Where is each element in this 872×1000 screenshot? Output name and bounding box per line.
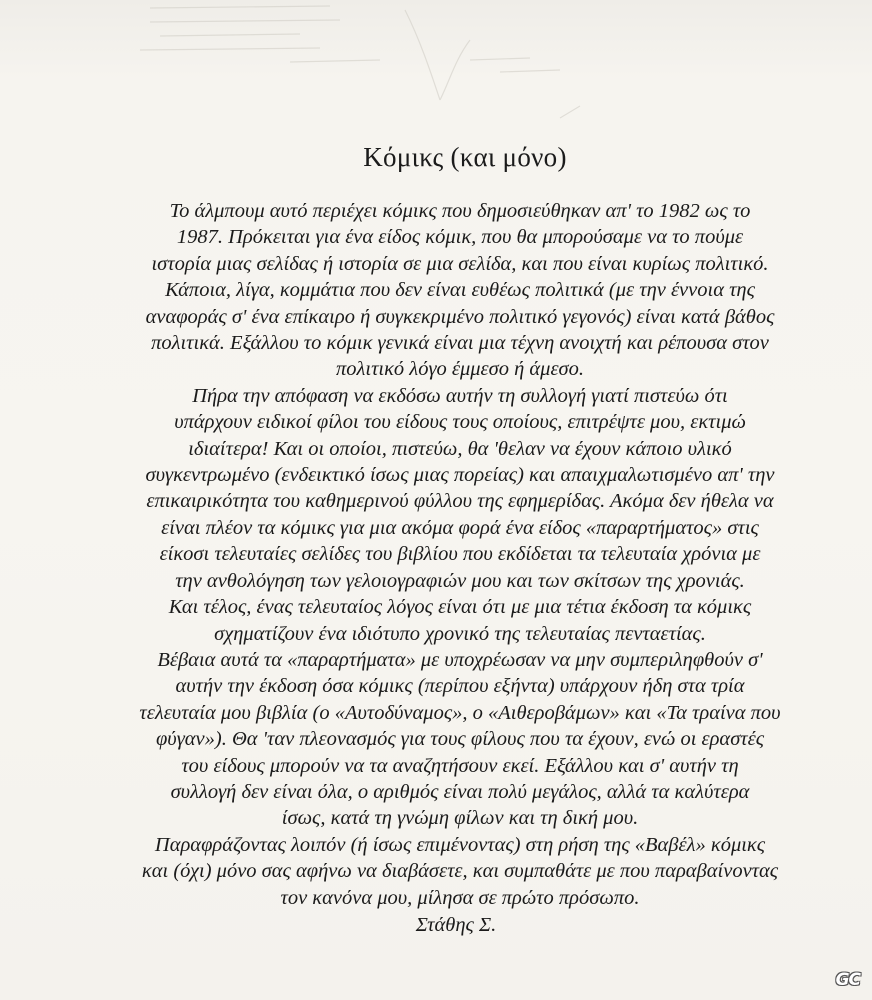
text-line: και (όχι) μόνο σας αφήνω να διαβάσετε, και συμπαθάτε με που παραβαίνοντας (141, 860, 779, 883)
text-line: ιστορία μιας σελίδας ή ιστορία σε μια σελίδα, και που είναι κυρίως πολιτικό. (151, 252, 769, 275)
text-line: πολιτικό λόγο έμμεσο ή άμεσο. (335, 358, 585, 381)
text-line: Παραφράζοντας λοιπόν (ή ίσως επιμένοντας) στη ρήση της «Βαβέλ» κόμικς (154, 833, 766, 856)
text-line: πολιτικά. Εξάλλου το κόμικ γενικά είναι μια τέχνη ανοιχτή και ρέπουσα στον (151, 332, 769, 355)
text-line: τον κανόνα μου, μίλησα σε πρώτο πρόσωπο. (280, 886, 640, 909)
text-line: του είδους μπορούν να τα αναζητήσουν εκεί. Εξάλλου και σ' αυτήν τη (181, 754, 739, 777)
text-line: Και τέλος, ένας τελευταίος λόγος είναι ότι με μια τέτια έκδοση τα κόμικς (168, 596, 752, 619)
text-line: ιδιαίτερα! Και οι οποίοι, πιστεύω, θα 'θελαν να έχουν κάποιο υλικό (188, 437, 732, 460)
text-line: υπάρχουν ειδικοί φίλοι του είδους τους οποίους, επιτρέψτε μου, εκτιμώ (174, 411, 746, 434)
text-line: σχηματίζουν ένα ιδιότυπο χρονικό της τελευταίας πενταετίας. (214, 622, 706, 645)
text-line: την ανθολόγηση των γελοιογραφιών μου και των σκίτσων της χρονιάς. (175, 569, 745, 592)
text-line: Πήρα την απόφαση να εκδόσω αυτήν τη συλλογή γιατί πιστεύω ότι (192, 384, 728, 407)
body-text (64, 198, 856, 911)
text-line: είκοσι τελευταίες σελίδες του βιβλίου που εκδίδεται τα τελευταία χρόνια με (159, 543, 761, 566)
page-title: Κόμικς (και μόνο) (363, 142, 567, 172)
text-line: φύγαν»). Θα 'ταν πλεονασμός για τους φίλους που τα έχουν, ενώ οι εραστές (155, 728, 765, 751)
text-line: αναφοράς σ' ένα επίκαιρο ή συγκεκριμένο πολιτικό γεγονός) είναι κατά βάθος (145, 305, 775, 328)
text-line: ίσως, κατά τη γνώμη φίλων και τη δική μου. (281, 807, 639, 830)
bleed-through-marks (0, 0, 872, 120)
watermark-logo: GC (835, 970, 860, 990)
signature: Στάθης Σ. (415, 914, 497, 936)
text-line: είναι πλέον τα κόμικς για μια ακόμα φορά ένα είδος «παραρτήματος» στις (161, 516, 759, 539)
text-line: Το άλμπουμ αυτό περιέχει κόμικς που δημοσιεύθηκαν απ' το 1982 ως το (169, 200, 751, 222)
text-line: αυτήν την έκδοση όσα κόμικς (περίπου εξήντα) υπάρχουν ήδη στα τρία (175, 675, 745, 698)
text-line: τελευταία μου βιβλία (ο «Αυτοδύναμος», ο «Αιθεροβάμων» και «Τα τραίνα που (139, 701, 781, 724)
text-line: Βέβαια αυτά τα «παραρτήματα» με υποχρέωσαν να μην συμπεριληφθούν σ' (157, 648, 763, 671)
text-line: 1987. Πρόκειται για ένα είδος κόμικ, που θα μπορούσαμε να το πούμε (176, 226, 744, 249)
text-line: συγκεντρωμένο (ενδεικτικό ίσως μιας πορείας) και απαιχμαλωτισμένο απ' την (145, 464, 775, 487)
text-line: συλλογή δεν είναι όλα, ο αριθμός είναι πολύ μεγάλος, αλλά τα καλύτερα (170, 780, 750, 803)
text-line: επικαιρικότητα του καθημερινού φύλλου της εφημερίδας. Ακόμα δεν ήθελα να (146, 490, 774, 513)
text-line: Κάποια, λίγα, κομμάτια που δεν είναι ευθέως πολιτικά (με την έννοια της (165, 279, 755, 302)
